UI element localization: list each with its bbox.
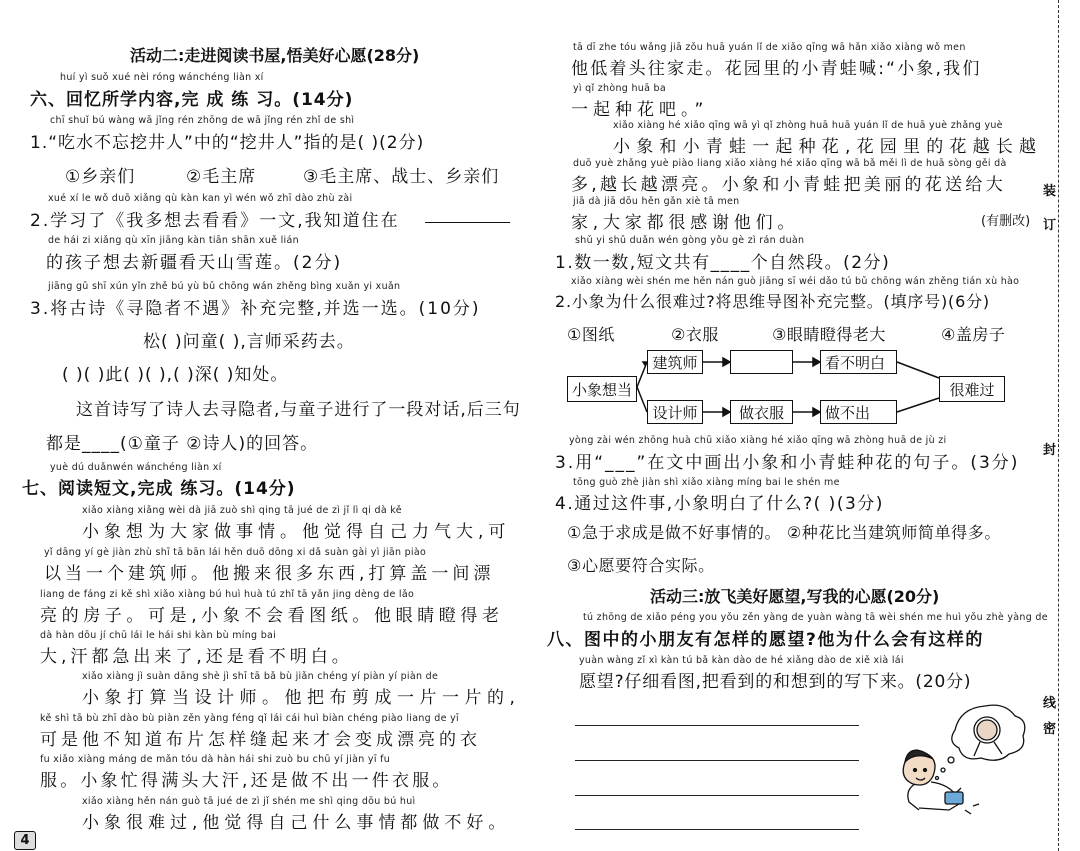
sec7-heading: 七、阅读短文,完成 练习。(14分)	[22, 479, 296, 499]
right-page	[547, 0, 1048, 851]
q3-text: 3.将古诗《寻隐者不遇》补充完整,并选一选。(10分)	[30, 299, 481, 319]
binding-mark: 装	[1043, 178, 1056, 201]
q2-pinyin: xué xí le wǒ duō xiǎng qù kàn kan yì wén wǒ zhī dào zhù zài	[48, 193, 353, 204]
passage-line: 小象想为大家做事情。他觉得自己力气大,可	[82, 522, 511, 542]
right-passage-pinyin: tā dī zhe tóu wǎng jiā zǒu huā yuán lǐ de xiǎo qīng wā hǎn xiǎo xiàng wǒ men	[573, 42, 966, 53]
q3-note-1: 这首诗写了诗人去寻隐者,与童子进行了一段对话,后三句	[76, 400, 521, 420]
poem-line-1[interactable]: 松( )问童( ),言师采药去。	[143, 332, 355, 352]
binding-mark: 密	[1043, 716, 1056, 739]
rq4-options-b: ③心愿要符合实际。	[567, 556, 715, 575]
rq4-pinyin: tōng guò zhè jiàn shì xiǎo xiàng míng bai le shén me	[573, 477, 840, 488]
right-passage-line: 他低着头往家走。花园里的小青蛙喊:“小象,我们	[571, 59, 982, 79]
q1-option-2: ②毛主席	[186, 167, 257, 187]
passage-pinyin: dà hàn dōu jí chū lái le hái shi kàn bù míng bai	[40, 630, 277, 641]
writing-line[interactable]	[575, 795, 859, 796]
passage-line: 亮的房子。可是,小象不会看图纸。他眼睛瞪得老	[40, 606, 504, 626]
right-passage-pinyin: yì qǐ zhòng huā ba	[573, 83, 666, 94]
right-passage-line: 一起种花吧。”	[571, 100, 709, 120]
sec8a-pinyin: tú zhōng de xiǎo péng you yǒu zěn yàng de yuàn wàng tā wèi shén me huì yǒu zhè yàng de	[583, 612, 1048, 623]
rq2-option-2: ②衣服	[671, 325, 719, 344]
sec7-pinyin: yuè dú duǎnwén wánchéng liàn xí	[50, 462, 222, 473]
passage-pinyin: xiǎo xiàng jì suàn dāng shè jì shī tā bǎ bù jiǎn chéng yí piàn yí piàn de	[82, 671, 439, 682]
q3-note-2[interactable]: 都是____(①童子 ②诗人)的回答。	[46, 434, 319, 454]
binding-mark: 封	[1043, 437, 1056, 460]
rq3-text: 3.用“___”在文中画出小象和小青蛙种花的句子。(3分)	[555, 453, 1020, 473]
sec8b-pinyin: yuàn wàng zǐ xì kàn tú bǎ kàn dào de hé xiǎng dào de xiě xià lái	[579, 655, 904, 666]
rq4-text[interactable]: 4.通过这件事,小象明白了什么?( )(3分)	[555, 494, 884, 514]
writing-line[interactable]	[575, 760, 859, 761]
right-passage-line: 小象和小青蛙一起种花,花园里的花越长越	[613, 137, 1043, 157]
rq1-text[interactable]: 1.数一数,短文共有____个自然段。(2分)	[555, 253, 891, 273]
rq2-option-4: ④盖房子	[941, 325, 1006, 344]
right-passage-line: 家,大家都很感谢他们。	[571, 213, 800, 233]
q3-pinyin: jiāng gǔ shī xún yǐn zhě bú yù bǔ chōng wán zhěng bìng xuǎn yi xuǎn	[48, 281, 401, 292]
q2b-text: 的孩子想去新疆看天山雪莲。(2分)	[46, 253, 343, 273]
writing-line[interactable]	[575, 829, 859, 830]
rq2-text: 2.小象为什么很难过?将思维导图补充完整。(填序号)(6分)	[555, 292, 990, 311]
rq3-pinyin: yòng zài wén zhōng huà chū xiǎo xiàng hé xiǎo qīng wā zhòng huā de jù zi	[569, 435, 947, 446]
q1-option-3: ③毛主席、战士、乡亲们	[303, 167, 500, 187]
mindmap-top-result[interactable]: 看不明白	[820, 350, 897, 374]
source-note: (有删改)	[981, 214, 1031, 229]
child-dreaming-illustration	[885, 700, 1035, 820]
sec6-heading: 六、回忆所学内容,完 成 练 习。(14分)	[30, 90, 354, 110]
passage-line: 以当一个建筑师。他搬来很多东西,打算盖一间漂	[44, 564, 495, 584]
passage-pinyin: xiǎo xiàng xiǎng wèi dà jiā zuò shì qing tā jué de zì jǐ lì qi dà kě	[82, 505, 402, 516]
activity2-title: 活动二:走进阅读书屋,悟美好心愿(28分)	[130, 46, 420, 65]
passage-line: 服。小象忙得满头大汗,还是做不出一件衣服。	[40, 771, 453, 791]
sec8-heading: 八、图中的小朋友有怎样的愿望?他为什么会有这样的	[547, 630, 984, 650]
passage-line: 小象打算当设计师。他把布剪成一片一片的,	[82, 688, 521, 708]
right-passage-pinyin: jiā dà jiā dōu hěn gǎn xiè tā men	[573, 196, 740, 207]
q2-answer-blank[interactable]	[425, 222, 510, 223]
passage-line: 大,汗都急出来了,还是看不明白。	[40, 647, 353, 667]
mindmap-top-role: 建筑师	[647, 350, 703, 374]
q1-option-1: ①乡亲们	[65, 167, 136, 187]
right-passage-line: 多,越长越漂亮。小象和小青蛙把美丽的花送给大	[571, 175, 1007, 195]
passage-line: 小象很难过,他觉得自己什么事情都做不好。	[82, 813, 511, 833]
binding-mark: 订	[1043, 212, 1056, 235]
page-number: 4	[14, 831, 36, 850]
mindmap-bottom-role: 设计师	[647, 400, 703, 424]
mindmap-bottom-action: 做衣服	[730, 400, 793, 424]
passage-line: 可是他不知道布片怎样缝起来才会变成漂亮的衣	[40, 730, 481, 750]
writing-line[interactable]	[575, 725, 859, 726]
q2b-pinyin: de hái zi xiǎng qù xīn jiāng kàn tiān shān xuě lián	[48, 235, 299, 246]
rq4-options-a: ①急于求成是做不好事情的。 ②种花比当建筑师简单得多。	[567, 523, 1001, 542]
right-passage-pinyin: xiǎo xiàng hé xiǎo qīng wā yì qǐ zhòng huā huā yuán lǐ de huā yuè zhǎng yuè	[613, 120, 1003, 131]
q1-text: 1.“吃水不忘挖井人”中的“挖井人”指的是( )(2分)	[30, 133, 425, 153]
passage-pinyin: liang de fáng zi kě shì xiǎo xiàng bú huì huà tú zhǐ tā yǎn jing dèng de lǎo	[40, 589, 415, 600]
rq1-pinyin: shǔ yi shǔ duǎn wén gòng yǒu gè zì rán duàn	[575, 235, 805, 246]
mindmap-bottom-result[interactable]: 做不出	[820, 400, 897, 424]
mindmap-top-blank[interactable]	[730, 350, 793, 374]
binding-mark: 线	[1043, 690, 1056, 713]
sec6-pinyin: huí yì suǒ xué nèi róng wánchéng liàn xí	[60, 72, 264, 83]
passage-pinyin: kě shì tā bù zhī dào bù piàn zěn yàng féng qǐ lái cái huì biàn chéng piào liang de yī	[40, 713, 459, 724]
mindmap-end: 很难过	[939, 376, 1005, 402]
q1-pinyin: chī shuǐ bú wàng wā jǐng rén zhōng de wā jǐng rén zhǐ de shì	[50, 115, 355, 126]
sec8-instruction: 愿望?仔细看图,把看到的和想到的写下来。(20分)	[579, 672, 972, 692]
passage-pinyin: xiǎo xiàng hěn nán guò tā jué de zì jǐ shén me shì qing dōu bú huì	[82, 796, 416, 807]
mindmap-root: 小象想当	[567, 376, 637, 402]
rq2-pinyin: xiǎo xiàng wèi shén me hěn nán guò jiāng sī wéi dǎo tú bǔ chōng wán zhěng tián xù hào	[571, 276, 1020, 287]
q2-text: 2.学习了《我多想去看看》一文,我知道住在	[30, 211, 400, 231]
activity3-title: 活动三:放飞美好愿望,写我的心愿(20分)	[650, 587, 940, 606]
right-passage-pinyin: duō yuè zhǎng yuè piào liang xiǎo xiàng hé xiǎo qīng wā bǎ měi lì de huā sòng gěi dà	[573, 158, 1007, 169]
binding-dashed-line	[1058, 0, 1059, 851]
passage-pinyin: yǐ dāng yí gè jiàn zhù shī tā bān lái hěn duō dōng xi dǎ suàn gài yì jiān piào	[44, 547, 427, 558]
passage-pinyin: fu xiǎo xiàng máng de mǎn tóu dà hàn hái shi zuò bu chū yí jiàn yī fu	[40, 754, 391, 765]
rq2-option-3: ③眼睛瞪得老大	[772, 325, 886, 344]
rq2-option-1: ①图纸	[567, 325, 615, 344]
poem-line-2[interactable]: ( )( )此( )( ),( )深( )知处。	[62, 365, 289, 385]
